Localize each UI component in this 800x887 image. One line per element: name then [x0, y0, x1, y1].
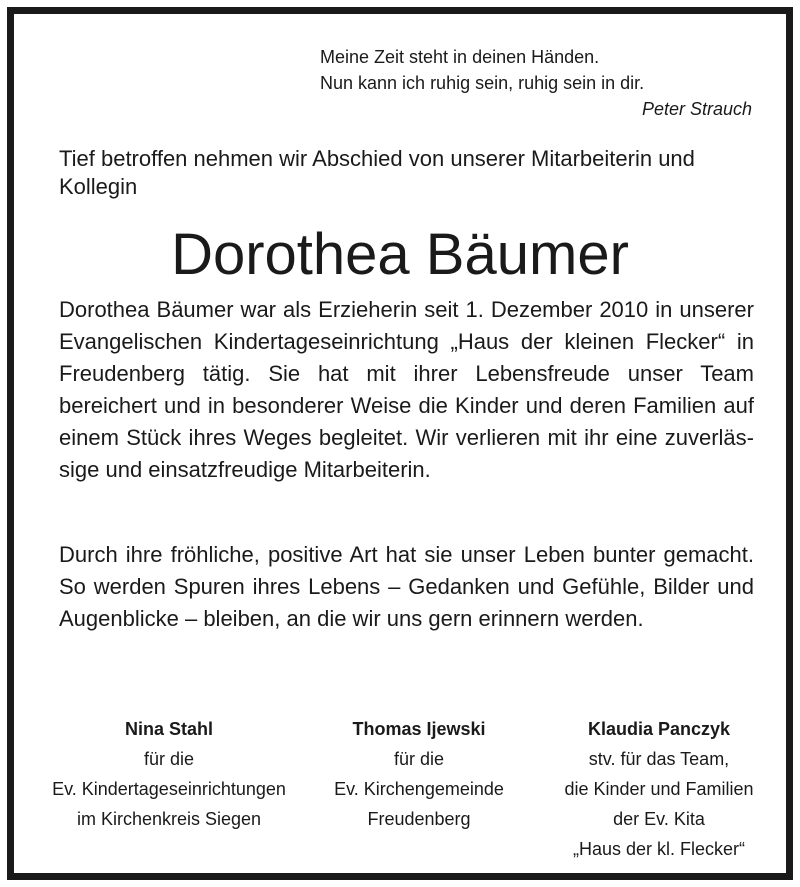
signer-thomas-ijewski	[314, 714, 524, 864]
signer-line: für die	[393, 749, 445, 769]
intro-text: Tief betroffen nehmen wir Abschied von unserer Mitarbeiterin und Kollegin	[59, 146, 695, 199]
motto-line-1: Meine Zeit steht in deinen Händen.	[320, 47, 600, 67]
motto-line-2: Nun kann ich ruhig sein, ruhig sein in dir.	[320, 73, 645, 93]
signer-line: im Kirchenkreis Siegen	[76, 809, 262, 829]
signer-klaudia-panczyk	[544, 714, 774, 864]
paragraph-remembrance: Durch ihre fröhliche, positive Art hat sie unser Leben bunter gemacht. So werden Spuren ihres Lebens – Gedanken und Gefühle, Bilder und Augenblicke – bleiben, an die wir uns gern erinnern werden.	[59, 542, 754, 631]
signer-name: Nina Stahl	[124, 719, 213, 739]
signer-line: für die	[143, 749, 195, 769]
signer-line: stv. für das Team,	[588, 749, 730, 769]
signer-line: „Haus der kl. Flecker“	[572, 839, 746, 859]
obituary-notice	[7, 7, 793, 880]
paragraph-biography: Dorothea Bäumer war als Erzieherin seit 1. Dezember 2010 in unserer Evangelischen Kindertageseinrichtung „Haus der kleinen Flecker“ in Freudenberg tätig. Sie hat mit ihrer Lebensfreude unser Team bereichert und in besonderer Weise die Kinder und deren Familien auf einem Stück ihres Weges begleitet. Wir verlieren mit ihr eine zuverlässige und einsatzfreudige Mitarbeiterin.	[59, 297, 754, 482]
signer-line: Ev. Kirchengemeinde	[334, 779, 504, 799]
signer-line: Ev. Kindertageseinrichtungen	[52, 779, 286, 799]
signer-line: der Ev. Kita	[613, 809, 705, 829]
signer-nina-stahl	[44, 714, 294, 864]
signer-name: Thomas Ijewski	[352, 719, 486, 739]
motto-quote	[320, 44, 760, 122]
deceased-name: Dorothea Bäumer	[171, 222, 629, 287]
signers	[44, 714, 774, 864]
signer-line: die Kinder und Familien	[564, 779, 754, 799]
signer-name: Klaudia Panczyk	[587, 719, 731, 739]
signer-line: Freudenberg	[367, 809, 471, 829]
motto-author: Peter Strauch	[641, 99, 752, 119]
